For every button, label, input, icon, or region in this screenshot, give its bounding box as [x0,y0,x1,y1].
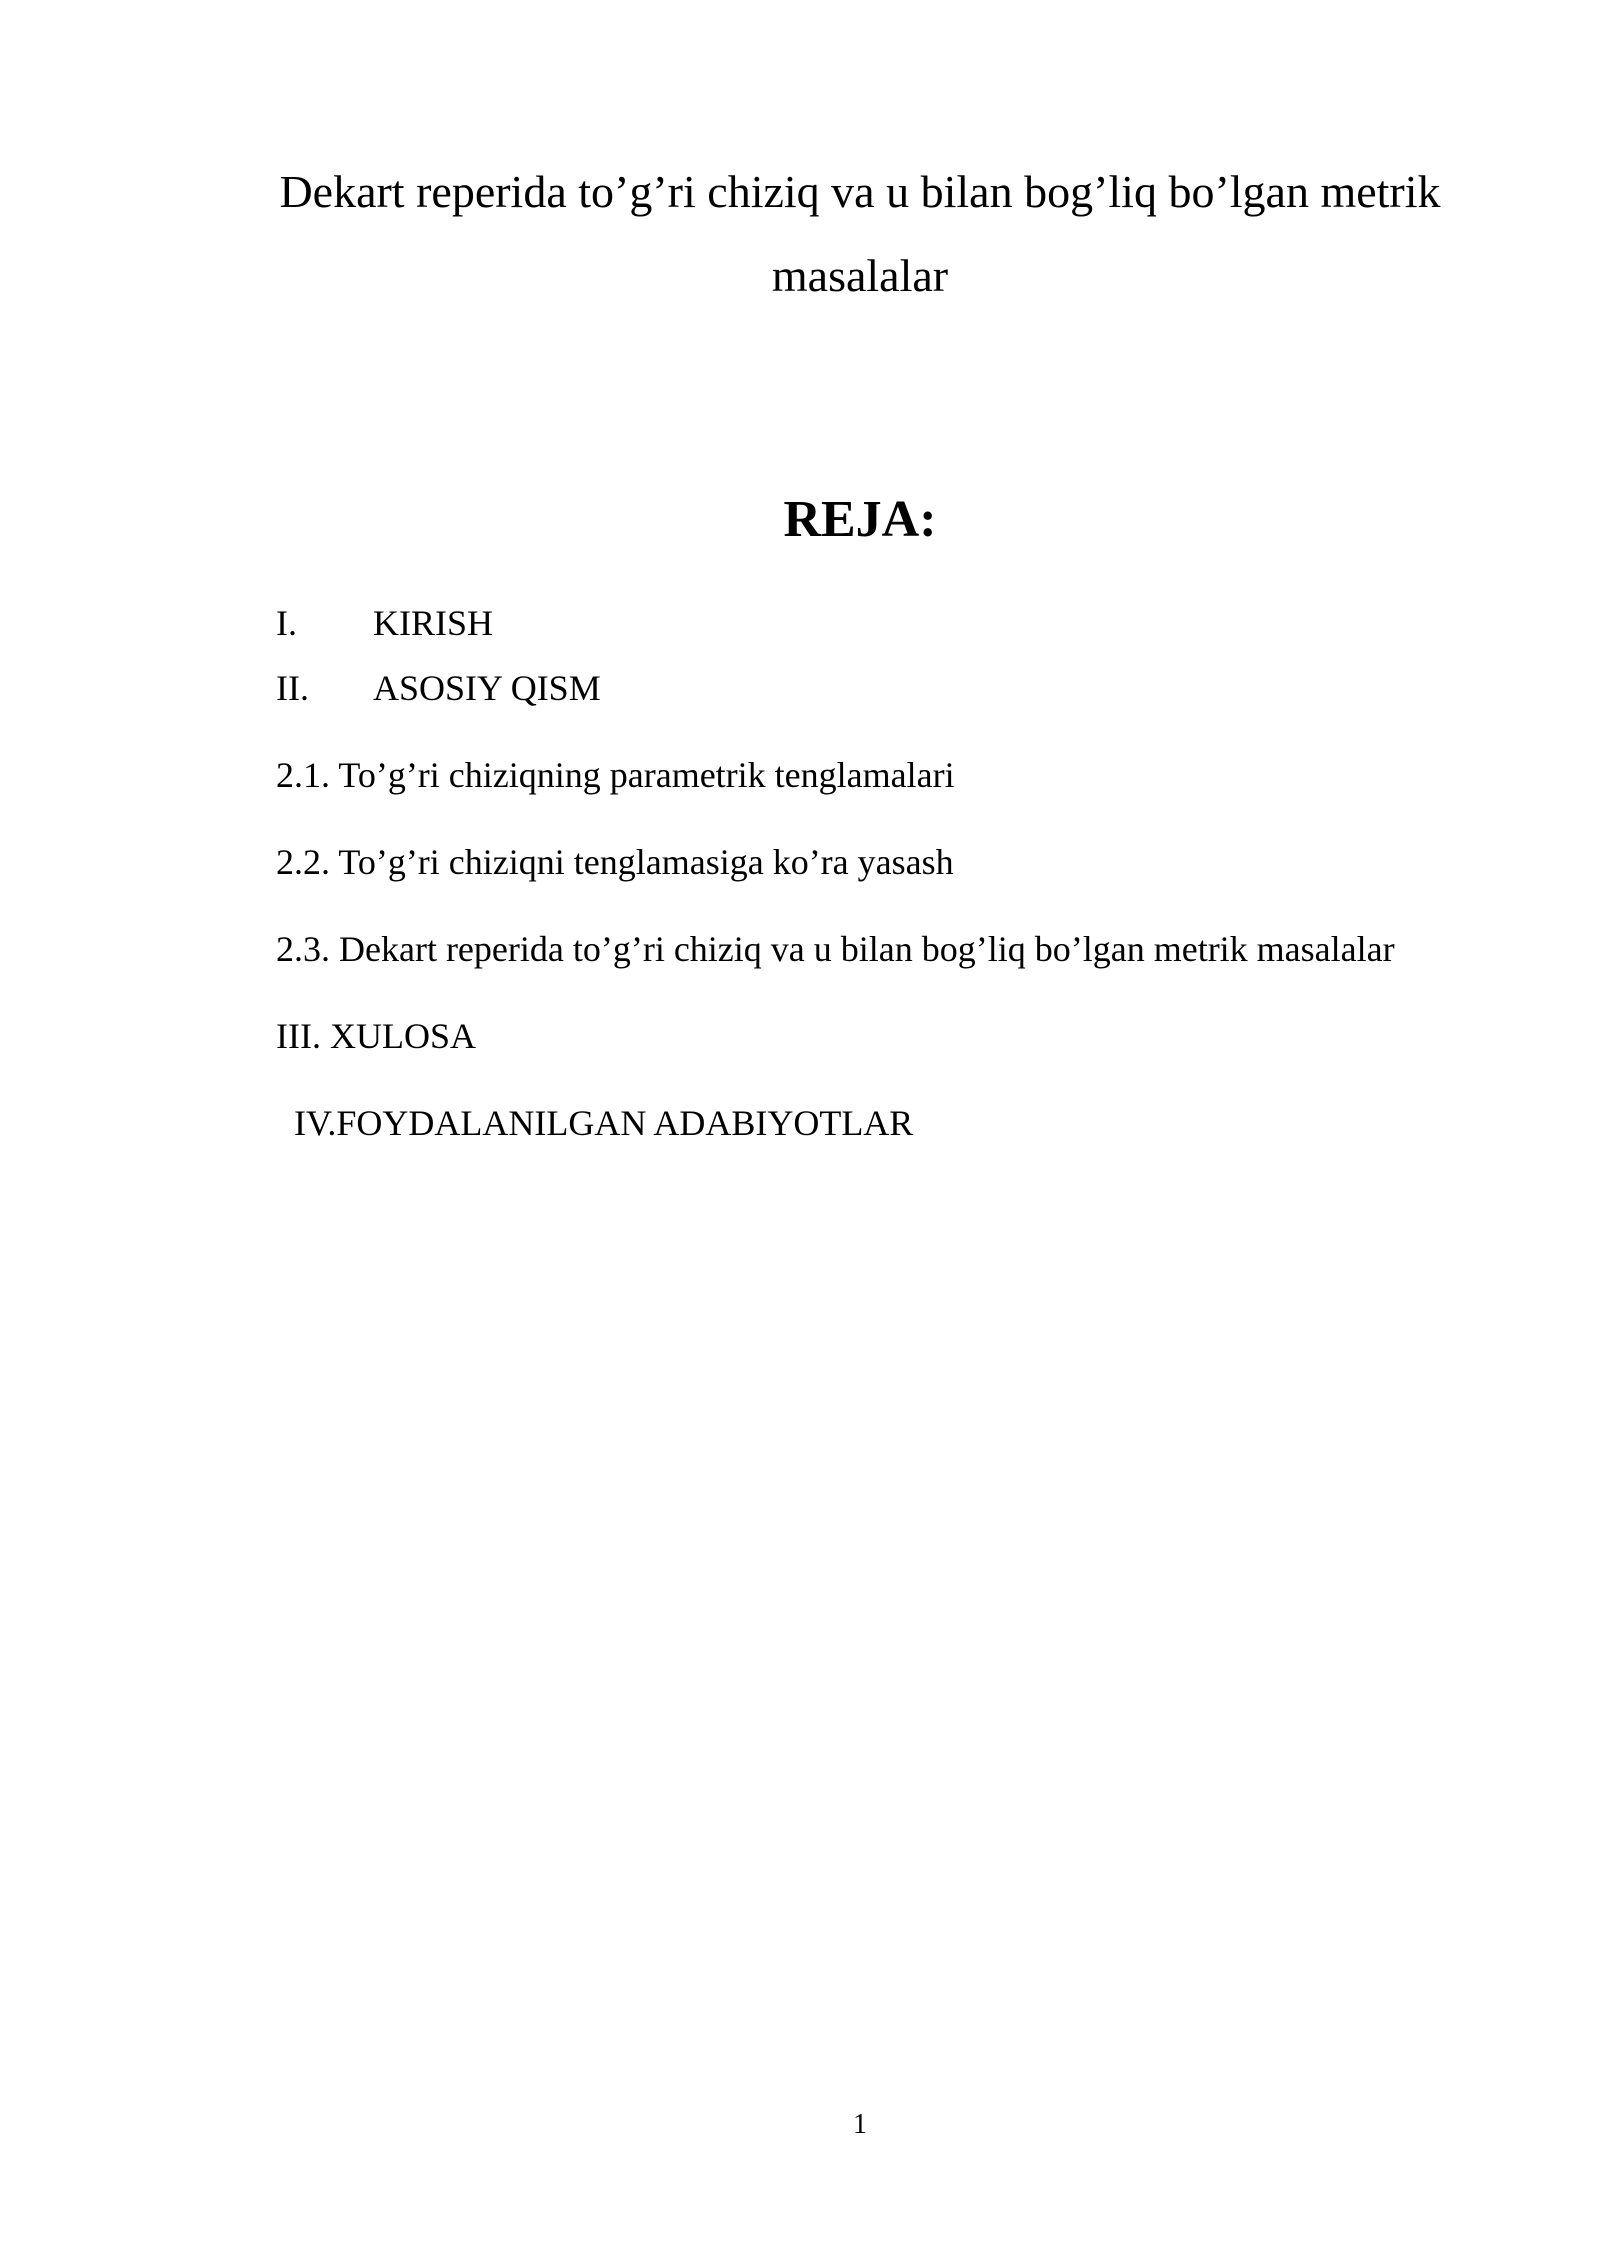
plan-item-introduction [276,601,493,645]
plan-item-label: ASOSIY QISM [373,668,601,708]
plan-heading: REJA: [783,491,937,548]
plan-item-2-3: 2.3. Dekart reperida to’g’ri chiziq va u bilan bog’liq bo’lgan metrik masalalar [276,929,1395,969]
document-title-line-1: Dekart reperida to’g’ri chiziq va u bilan bog’liq bo’lgan metrik [279,166,1441,217]
plan-item-main-part [276,666,601,710]
plan-item-conclusion: III. XULOSA [276,1016,476,1056]
plan-item-number: I. [276,603,297,643]
plan-item-2-1: 2.1. To’g’ri chiziqning parametrik tenglamalari [276,755,955,795]
plan-item-label: KIRISH [373,603,494,643]
plan-item-number: II. [276,668,309,708]
document-title [240,150,1480,318]
plan-item-2-2: 2.2. To’g’ri chiziqni tenglamasiga ko’ra yasash [276,842,954,882]
document-title-line-2: masalalar [771,250,949,301]
plan-item-references: IV.FOYDALANILGAN ADABIYOTLAR [294,1103,914,1143]
page-number: 1 [853,2109,867,2140]
